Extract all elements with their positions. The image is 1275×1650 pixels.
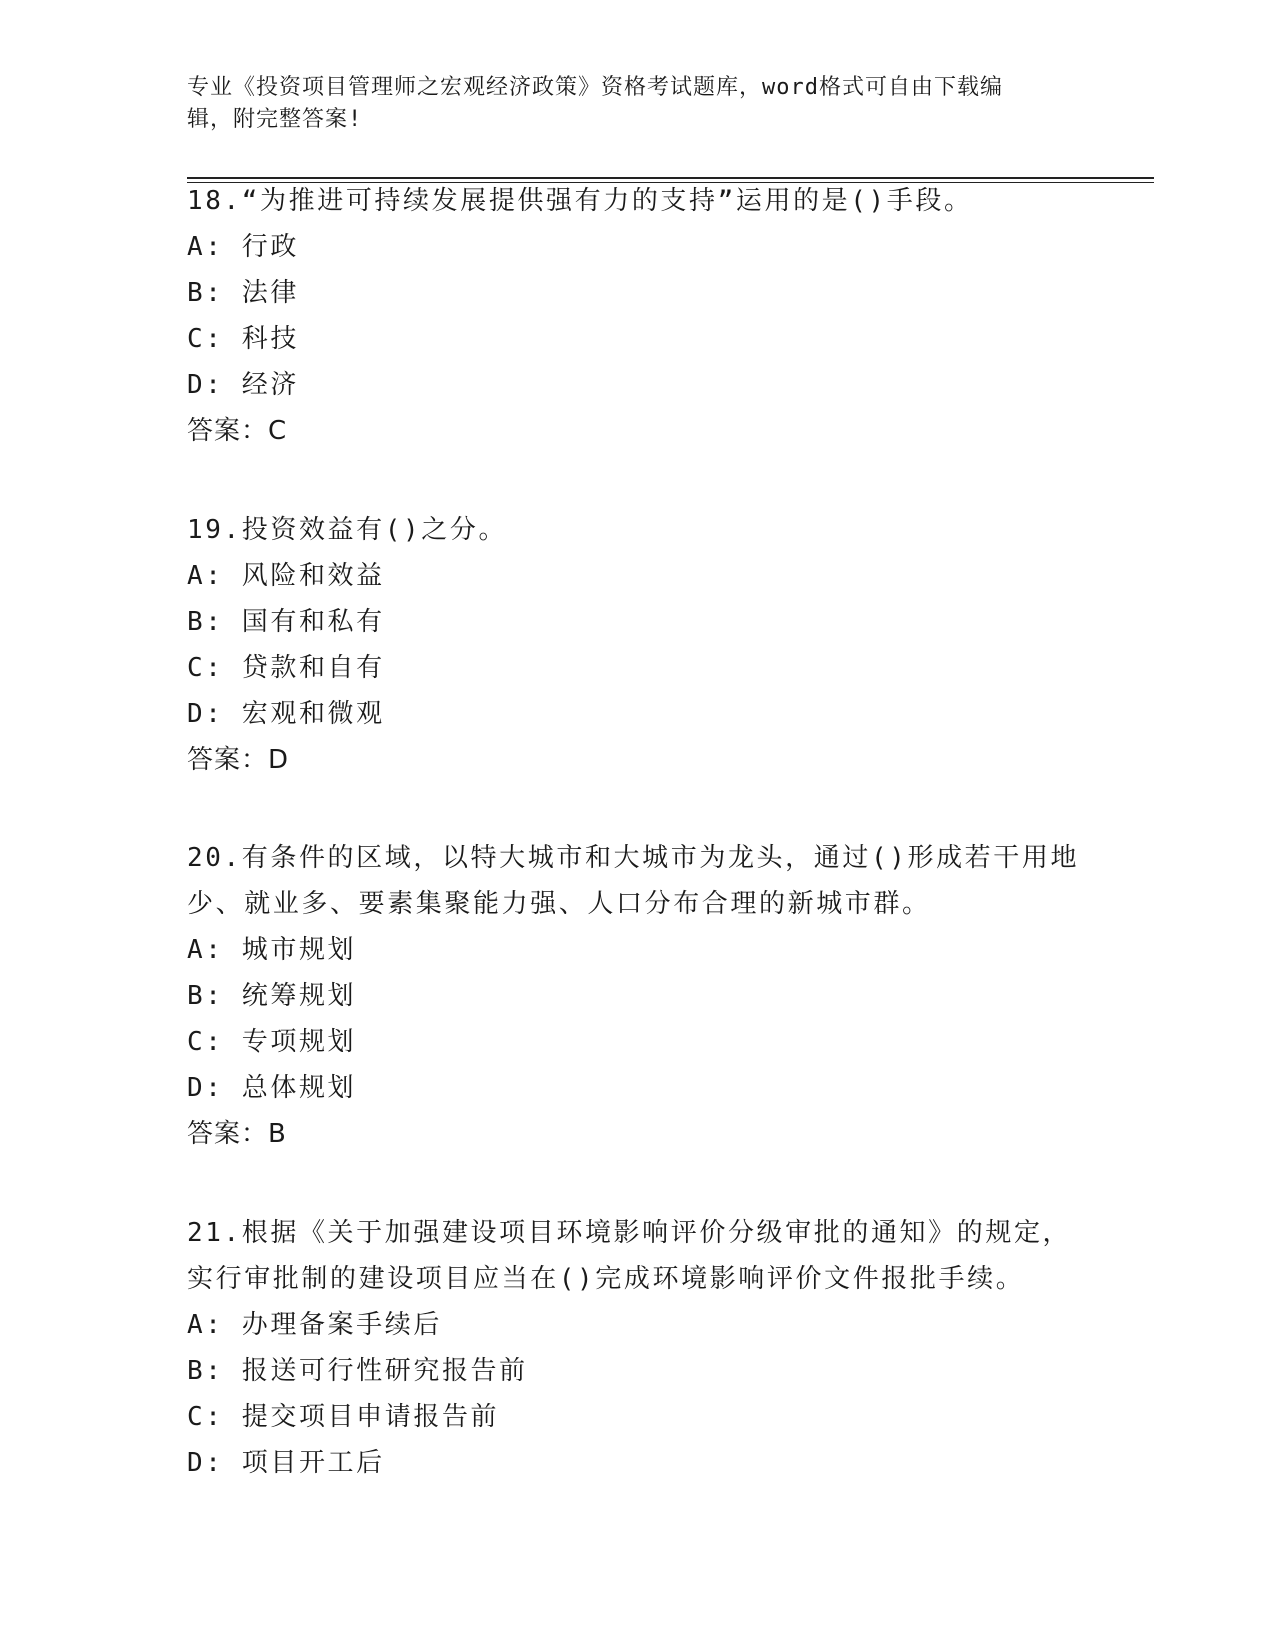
answer-label: 答案：D xyxy=(187,745,290,775)
question-stem: 18.“为推进可持续发展提供强有力的支持”运用的是()手段。 xyxy=(187,186,973,216)
option-a: A: 风险和效益 xyxy=(187,561,385,591)
question-stem-line-1: 20.有条件的区域，以特大城市和大城市为龙头，通过()形成若干用地 xyxy=(187,843,1080,873)
option-b: B: 统筹规划 xyxy=(187,981,357,1011)
answer-label: 答案：B xyxy=(187,1119,287,1149)
header-line-2: 辑，附完整答案! xyxy=(187,107,363,132)
option-c: C: 提交项目申请报告前 xyxy=(187,1402,500,1432)
question-21 xyxy=(187,1210,1087,1486)
answer-label: 答案：C xyxy=(187,416,288,446)
question-stem-line-1: 21.根据《关于加强建设项目环境影响评价分级审批的通知》的规定， xyxy=(187,1218,1072,1248)
option-c: C: 科技 xyxy=(187,324,299,354)
header-line-1: 专业《投资项目管理师之宏观经济政策》资格考试题库，word格式可自由下载编 xyxy=(187,75,1003,100)
question-stem-line-2: 少、就业多、要素集聚能力强、人口分布合理的新城市群。 xyxy=(187,889,931,919)
option-d: D: 宏观和微观 xyxy=(187,699,385,729)
question-20 xyxy=(187,835,1087,1157)
option-c: C: 专项规划 xyxy=(187,1027,357,1057)
question-18 xyxy=(187,178,1087,454)
option-a: A: 办理备案手续后 xyxy=(187,1310,442,1340)
question-stem-line-2: 实行审批制的建设项目应当在()完成环境影响评价文件报批手续。 xyxy=(187,1264,1025,1294)
option-a: A: 行政 xyxy=(187,232,299,262)
option-d: D: 总体规划 xyxy=(187,1073,357,1103)
option-d: D: 项目开工后 xyxy=(187,1448,385,1478)
question-stem: 19.投资效益有()之分。 xyxy=(187,515,508,545)
option-b: B: 法律 xyxy=(187,278,299,308)
option-b: B: 国有和私有 xyxy=(187,607,385,637)
question-19 xyxy=(187,507,1087,783)
option-d: D: 经济 xyxy=(187,370,299,400)
option-b: B: 报送可行性研究报告前 xyxy=(187,1356,528,1386)
option-a: A: 城市规划 xyxy=(187,935,357,965)
document-header xyxy=(187,72,1077,136)
option-c: C: 贷款和自有 xyxy=(187,653,385,683)
